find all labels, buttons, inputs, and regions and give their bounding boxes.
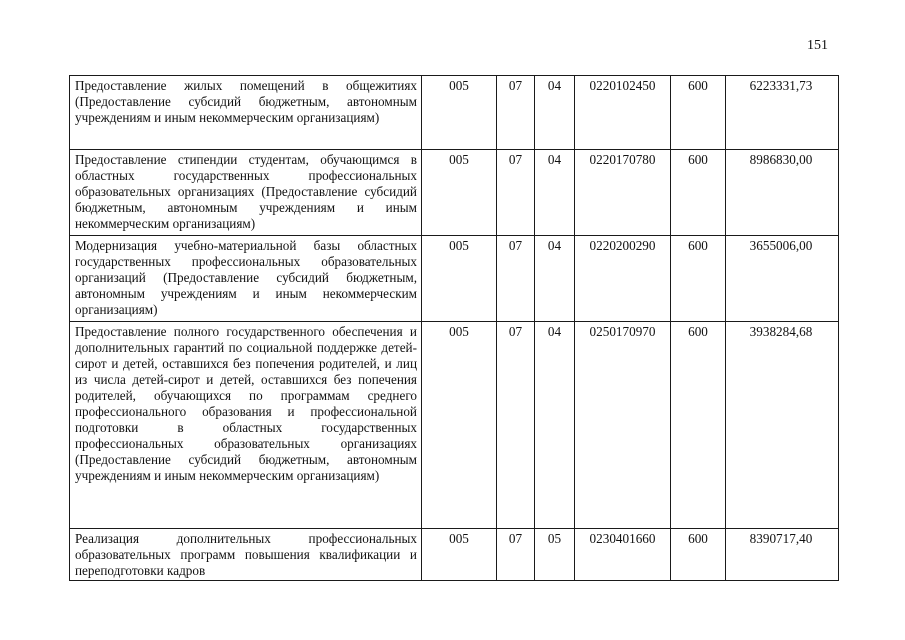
row-expense-type-code: 600 [671, 76, 726, 150]
row-description: Предоставление стипендии студентам, обучающимся в областных государственных профессиональных образовательных организациях (Предоставление субсидий бюджетным, автономным учреждениям и иным некоммерческим организациям) [70, 150, 422, 236]
row-subsection-code: 05 [535, 529, 575, 581]
row-amount: 3655006,00 [726, 236, 839, 322]
row-amount: 6223331,73 [726, 76, 839, 150]
row-expense-type-code: 600 [671, 529, 726, 581]
row-section-code: 07 [497, 76, 535, 150]
row-subsection-code: 04 [535, 322, 575, 529]
row-description: Предоставление полного государственного обеспечения и дополнительных гарантий по социальной поддержке детей-сирот и детей, оставшихся без попечения родителей, и лиц из числа детей-сирот и детей, оставшихся без попечения родителей, обучающихся по программам среднего профессионального образования и профессиональной подготовки в областных государственных профессиональных образовательных организациях (Предоставление субсидий бюджетным, автономным учреждениям и иным некоммерческим организациям) [70, 322, 422, 529]
row-section-code: 07 [497, 150, 535, 236]
row-target-code: 0230401660 [575, 529, 671, 581]
budget-table [69, 75, 839, 581]
row-section-code: 07 [497, 322, 535, 529]
row-section-code: 07 [497, 529, 535, 581]
table-row [70, 322, 839, 529]
row-ministry-code: 005 [422, 150, 497, 236]
row-description: Предоставление жилых помещений в общежитиях (Предоставление субсидий бюджетным, автономным учреждениям и иным некоммерческим организациям) [70, 76, 422, 150]
row-expense-type-code: 600 [671, 322, 726, 529]
row-target-code: 0220102450 [575, 76, 671, 150]
row-subsection-code: 04 [535, 150, 575, 236]
row-expense-type-code: 600 [671, 236, 726, 322]
table-row [70, 76, 839, 150]
table-row [70, 529, 839, 581]
row-description: Модернизация учебно-материальной базы областных государственных профессиональных образовательных организаций (Предоставление субсидий бюджетным, автономным учреждениям и иным некоммерческим организациям) [70, 236, 422, 322]
row-amount: 8986830,00 [726, 150, 839, 236]
row-subsection-code: 04 [535, 76, 575, 150]
row-ministry-code: 005 [422, 322, 497, 529]
row-amount: 8390717,40 [726, 529, 839, 581]
row-description: Реализация дополнительных профессиональных образовательных программ повышения квалификации и переподготовки кадров [70, 529, 422, 581]
row-target-code: 0250170970 [575, 322, 671, 529]
row-section-code: 07 [497, 236, 535, 322]
row-amount: 3938284,68 [726, 322, 839, 529]
row-subsection-code: 04 [535, 236, 575, 322]
page-number: 151 [807, 38, 828, 53]
table-row [70, 236, 839, 322]
table-row [70, 150, 839, 236]
row-expense-type-code: 600 [671, 150, 726, 236]
row-target-code: 0220200290 [575, 236, 671, 322]
row-ministry-code: 005 [422, 529, 497, 581]
row-ministry-code: 005 [422, 236, 497, 322]
row-ministry-code: 005 [422, 76, 497, 150]
row-target-code: 0220170780 [575, 150, 671, 236]
